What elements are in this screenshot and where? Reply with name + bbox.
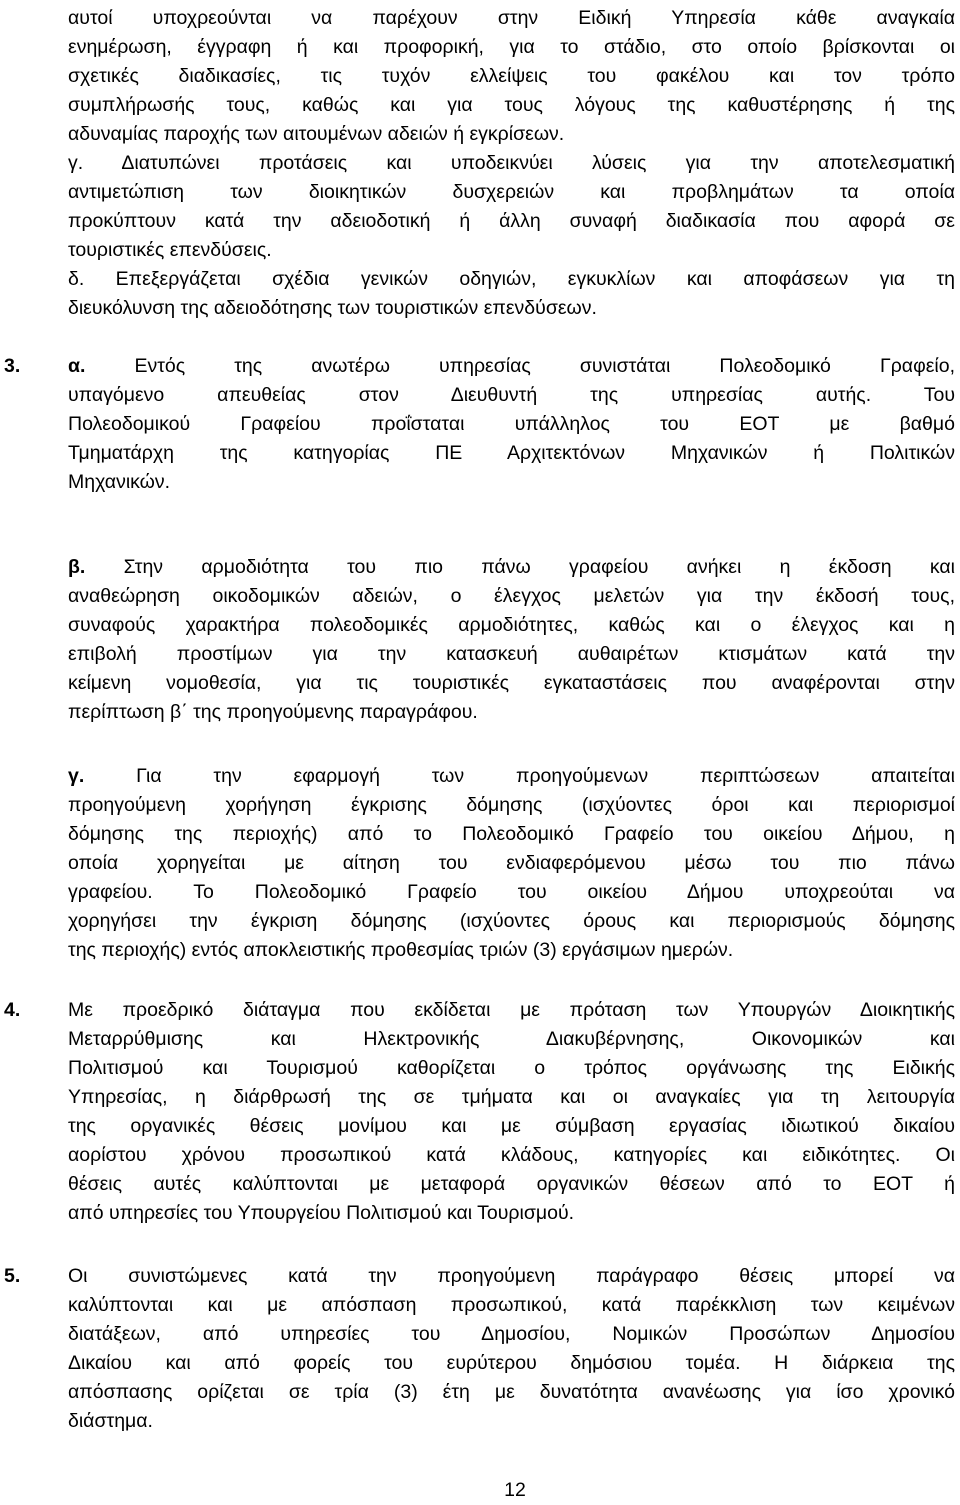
text-line: β. Στην αρμοδιότητα του πιο πάνω γραφείου ανήκει η έκδοση και: [68, 556, 955, 578]
text-line: α. Εντός της ανωτέρω υπηρεσίας συνιστάται Πολεοδομικό Γραφείο,: [68, 355, 955, 377]
text-line: υπαγόμενο απευθείας στον Διευθυντή της υπηρεσίας αυτής. Του: [68, 384, 955, 406]
text-line: Με προεδρικό διάταγμα που εκδίδεται με πρόταση των Υπουργών Διοικητικής: [68, 999, 955, 1021]
text-line: επιβολή προστίμων για την κατασκευή αυθαιρέτων κτισμάτων κατά την: [68, 643, 955, 665]
text-line: διάστημα.: [68, 1410, 153, 1432]
page-number: 12: [504, 1479, 526, 1501]
para-3a: [68, 352, 955, 497]
text-line: συναφούς χαρακτήρα πολεοδομικές αρμοδιότητες, καθώς και ο έλεγχος και η: [68, 614, 955, 636]
item-label: β.: [68, 556, 86, 578]
text-line: δ. Επεξεργάζεται σχέδια γενικών οδηγιών, εγκυκλίων και αποφάσεων για τη: [68, 268, 955, 290]
para-5: [68, 1262, 955, 1436]
text-line: Οι συνιστώμενες κατά την προηγούμενη παράγραφο θέσεις μπορεί να: [68, 1265, 955, 1287]
text-line: της οργανικές θέσεις μονίμου και με σύμβαση εργασίας ιδιωτικού δικαίου: [68, 1115, 955, 1137]
paragraph-number-3: 3.: [4, 355, 21, 377]
text-line: διατάξεων, από υπηρεσίες του Δημοσίου, Νομικών Προσώπων Δημοσίου: [68, 1323, 955, 1345]
para-4: [68, 996, 955, 1228]
text-line: γ. Διατυπώνει προτάσεις και υποδεικνύει λύσεις για την αποτελεσματική: [68, 152, 955, 174]
text-line: σχετικές διαδικασίες, τις τυχόν ελλείψεις του φακέλου και τον τρόπο: [68, 65, 955, 87]
text-line: δόμησης της περιοχής) από το Πολεοδομικό Γραφείο του οικείου Δήμου, η: [68, 823, 955, 845]
text-line: Τμηματάρχη της κατηγορίας ΠΕ Αρχιτεκτόνων Μηχανικών ή Πολιτικών: [68, 442, 955, 464]
item-label: γ.: [68, 765, 85, 787]
text-line: προηγούμενη χορήγηση έγκρισης δόμησης (ισχύοντες όροι και περιορισμοί: [68, 794, 955, 816]
text-line: ενημέρωση, έγγραφη ή και προφορική, για το στάδιο, στο οποίο βρίσκονται οι: [68, 36, 955, 58]
text-line: Υπηρεσίας, η διάρθρωσή της σε τμήματα και οι αναγκαίες για τη λειτουργία: [68, 1086, 955, 1108]
text-line: Πολιτισμού και Τουρισμού καθορίζεται ο τρόπος οργάνωσης της Ειδικής: [68, 1057, 955, 1079]
text-line: Πολεοδομικού Γραφείου προΐσταται υπάλληλος του ΕΟΤ με βαθμό: [68, 413, 955, 435]
text-line: αδυναμίας παροχής των αιτουμένων αδειών ή εγκρίσεων.: [68, 123, 565, 145]
text-line: χορηγήσει την έγκριση δόμησης (ισχύοντες όρους και περιορισμούς δόμησης: [68, 910, 955, 932]
item-2d-paragraph: [68, 265, 955, 323]
text-line: Μεταρρύθμισης και Ηλεκτρονικής Διακυβέρνησης, Οικονομικών και: [68, 1028, 955, 1050]
para-3c: [68, 762, 955, 965]
text-line: θέσεις αυτές καλύπτονται με μεταφορά οργανικών θέσεων από το ΕΟΤ ή: [68, 1173, 955, 1195]
text-line: Δικαίου και από φορείς του ευρύτερου δημόσιου τομέα. Η διάρκεια της: [68, 1352, 955, 1374]
text-line: αντιμετώπιση των διοικητικών δυσχερειών και προβλημάτων τα οποία: [68, 181, 955, 203]
text-line: από υπηρεσίες του Υπουργείου Πολιτισμού και Τουρισμού.: [68, 1202, 575, 1224]
para-3b: [68, 553, 955, 727]
text-line: κείμενη νομοθεσία, για τις τουριστικές εγκαταστάσεις που αναφέρονται στην: [68, 672, 955, 694]
paragraph-number-5: 5.: [4, 1265, 21, 1287]
text-line: τουριστικές επενδύσεις.: [68, 239, 272, 261]
item-label: α.: [68, 355, 86, 377]
text-line: προκύπτουν κατά την αδειοδοτική ή άλλη συναφή διαδικασία που αφορά σε: [68, 210, 955, 232]
text-line: απόσπασης ορίζεται σε τρία (3) έτη με δυνατότητα ανανέωσης για ίσο χρονικό: [68, 1381, 955, 1403]
text-line: Μηχανικών.: [68, 471, 171, 493]
text-line: διευκόλυνση της αδειοδότησης των τουριστικών επενδύσεων.: [68, 297, 597, 319]
text-line: καλύπτονται και με απόσπαση προσωπικού, κατά παρέκκλιση των κειμένων: [68, 1294, 955, 1316]
text-line: αυτοί υποχρεούνται να παρέχουν στην Ειδική Υπηρεσία κάθε αναγκαία: [68, 7, 955, 29]
text-line: οποία χορηγείται με αίτηση του ενδιαφερόμενου μέσω του πιο πάνω: [68, 852, 955, 874]
paragraph-number-4: 4.: [4, 999, 21, 1021]
text-line: συμπλήρωσής τους, καθώς και για τους λόγους της καθυστέρησης ή της: [68, 94, 955, 116]
item-2c-paragraph: [68, 149, 955, 265]
text-line: περίπτωση β΄ της προηγούμενης παραγράφου.: [68, 701, 478, 723]
text-line: γραφείου. Το Πολεοδομικό Γραφείο του οικείου Δήμου υποχρεούται να: [68, 881, 955, 903]
text-line: αναθεώρηση οικοδομικών αδειών, ο έλεγχος μελετών για την έκδοσή τους,: [68, 585, 955, 607]
text-line: γ. Για την εφαρμογή των προηγούμενων περιπτώσεων απαιτείται: [68, 765, 955, 787]
text-line: αορίστου χρόνου προσωπικού κατά κλάδους, κατηγορίες και ειδικότητες. Οι: [68, 1144, 955, 1166]
text-line: της περιοχής) εντός αποκλειστικής προθεσμίας τριών (3) εργάσιμων ημερών.: [68, 939, 734, 961]
continuation-paragraph: [68, 4, 955, 149]
